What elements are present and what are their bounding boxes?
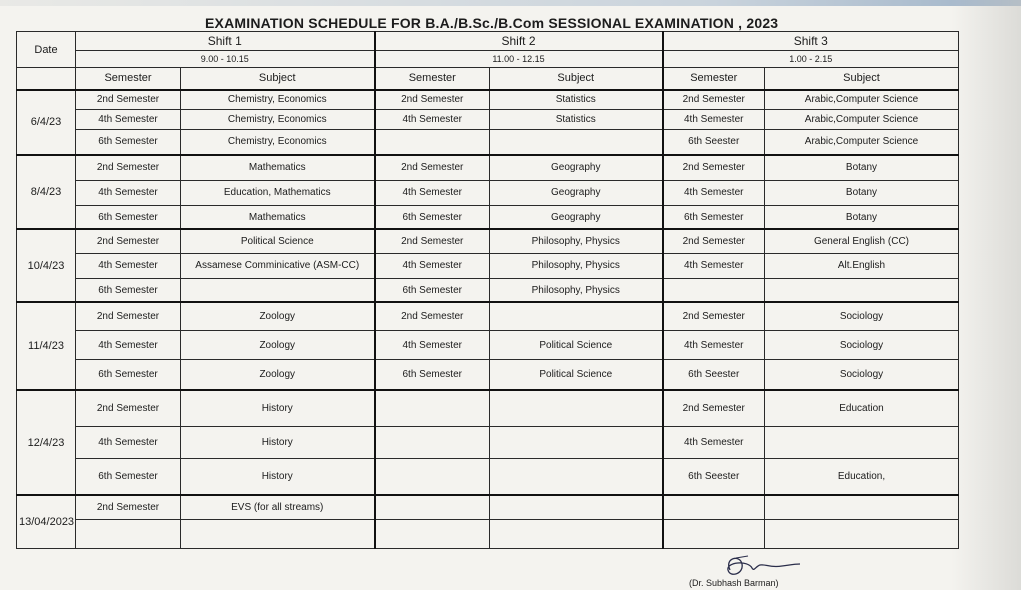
table-row xyxy=(17,426,959,458)
table-row xyxy=(17,278,959,302)
shift-3-semester-cell xyxy=(663,519,765,548)
shift-3-subject-cell: Education xyxy=(765,390,959,427)
table-row xyxy=(17,360,959,390)
shift-1-subject-cell: Mathematics xyxy=(181,155,375,180)
shift-2-semester-cell xyxy=(375,459,490,496)
shift-3-subject-cell: General English (CC) xyxy=(765,229,959,253)
shift-2-subject-cell: Philosophy, Physics xyxy=(490,253,663,278)
shift-1-time: 9.00 - 10.15 xyxy=(76,51,375,68)
shift-2-semester-cell: 6th Semester xyxy=(375,278,490,302)
exam-date: 10/4/23 xyxy=(17,229,76,302)
shift-name-row xyxy=(17,32,959,51)
shift-1-semester-cell: 2nd Semester xyxy=(76,302,181,330)
shift-2-subject-cell xyxy=(490,302,663,330)
table-row xyxy=(17,253,959,278)
shift-3-semester-cell: 2nd Semester xyxy=(663,302,765,330)
shift-2-semester-cell: 6th Semester xyxy=(375,360,490,390)
shift-2-semester-cell xyxy=(375,390,490,427)
shift-3-subject-cell: Sociology xyxy=(765,302,959,330)
shift-2-semester-cell xyxy=(375,495,490,519)
shift-2-semester-cell: 2nd Semester xyxy=(375,90,490,110)
shift-1-subject-cell: Chemistry, Economics xyxy=(181,90,375,110)
schedule-table xyxy=(16,31,959,549)
shift-1-semester-cell: 6th Semester xyxy=(76,205,181,229)
shift-2-semester-cell: 4th Semester xyxy=(375,330,490,359)
table-row xyxy=(17,155,959,180)
table-row xyxy=(17,390,959,427)
date-blank-header xyxy=(17,68,76,90)
shift-3-time: 1.00 - 2.15 xyxy=(663,51,959,68)
signature-name: (Dr. Subhash Barman) xyxy=(689,578,779,588)
table-row xyxy=(17,229,959,253)
shift-3-subject-cell: Arabic,Computer Science xyxy=(765,90,959,110)
shift-1-semester-cell: 2nd Semester xyxy=(76,90,181,110)
shift-1-semester-cell: 4th Semester xyxy=(76,426,181,458)
table-row xyxy=(17,519,959,548)
shift-3-semester-cell: 2nd Semester xyxy=(663,155,765,180)
shift-1-subject-cell: Zoology xyxy=(181,330,375,359)
shift-1-semester-cell: 4th Semester xyxy=(76,330,181,359)
shift-3-semester-cell: 4th Semester xyxy=(663,109,765,129)
exam-date: 8/4/23 xyxy=(17,155,76,229)
shift-1-subject-cell: History xyxy=(181,426,375,458)
shift-2-semester-cell: 2nd Semester xyxy=(375,155,490,180)
shift-3-subject-cell: Botany xyxy=(765,205,959,229)
shift-3-semester-cell: 6th Semester xyxy=(663,205,765,229)
table-row xyxy=(17,129,959,155)
shift-3-header: Shift 3 xyxy=(663,32,959,51)
shift-3-semester-cell: 2nd Semester xyxy=(663,390,765,427)
shift-2-subject-cell xyxy=(490,390,663,427)
shift-2-semester-cell xyxy=(375,519,490,548)
shift-1-semester-cell: 4th Semester xyxy=(76,180,181,205)
shift-1-subject-header: Subject xyxy=(181,68,375,90)
shift-1-header: Shift 1 xyxy=(76,32,375,51)
shift-2-subject-cell xyxy=(490,519,663,548)
shift-3-semester-cell: 2nd Semester xyxy=(663,90,765,110)
shift-1-subject-cell: Chemistry, Economics xyxy=(181,129,375,155)
shift-3-semester-cell xyxy=(663,495,765,519)
shift-3-subject-header: Subject xyxy=(765,68,959,90)
table-row xyxy=(17,205,959,229)
shift-1-semester-cell: 2nd Semester xyxy=(76,155,181,180)
shift-1-subject-cell xyxy=(181,278,375,302)
shift-1-subject-cell: History xyxy=(181,459,375,496)
shift-3-semester-cell: 2nd Semester xyxy=(663,229,765,253)
shift-2-semester-cell: 4th Semester xyxy=(375,253,490,278)
shift-1-subject-cell: Chemistry, Economics xyxy=(181,109,375,129)
shift-3-subject-cell xyxy=(765,426,959,458)
shift-3-subject-cell xyxy=(765,495,959,519)
shift-1-semester-cell: 2nd Semester xyxy=(76,390,181,427)
shift-3-subject-cell: Botany xyxy=(765,155,959,180)
shift-1-semester-cell: 6th Semester xyxy=(76,459,181,496)
table-row xyxy=(17,459,959,496)
shift-1-semester-cell: 6th Semester xyxy=(76,278,181,302)
shift-2-semester-cell: 4th Semester xyxy=(375,109,490,129)
exam-date: 11/4/23 xyxy=(17,302,76,390)
shift-3-semester-cell: 4th Semester xyxy=(663,330,765,359)
shift-3-subject-cell xyxy=(765,278,959,302)
shift-2-subject-cell: Political Science xyxy=(490,330,663,359)
page-shadow xyxy=(951,0,1021,590)
shift-3-semester-cell: 6th Seester xyxy=(663,459,765,496)
shift-1-subject-cell: Mathematics xyxy=(181,205,375,229)
shift-1-semester-cell: 2nd Semester xyxy=(76,495,181,519)
shift-1-subject-cell: EVS (for all streams) xyxy=(181,495,375,519)
table-row xyxy=(17,495,959,519)
shift-2-subject-cell xyxy=(490,495,663,519)
shift-3-semester-header: Semester xyxy=(663,68,765,90)
shift-3-subject-cell: Sociology xyxy=(765,360,959,390)
shift-2-subject-cell: Philosophy, Physics xyxy=(490,229,663,253)
exam-date: 6/4/23 xyxy=(17,90,76,156)
shift-3-semester-cell: 4th Semester xyxy=(663,426,765,458)
shift-2-semester-cell xyxy=(375,426,490,458)
shift-1-semester-cell xyxy=(76,519,181,548)
shift-2-semester-cell: 2nd Semester xyxy=(375,302,490,330)
shift-3-subject-cell: Education, xyxy=(765,459,959,496)
shift-2-time: 11.00 - 12.15 xyxy=(375,51,663,68)
shift-2-subject-cell: Geography xyxy=(490,205,663,229)
shift-2-subject-cell: Geography xyxy=(490,155,663,180)
shift-2-subject-cell xyxy=(490,459,663,496)
shift-3-subject-cell: Alt.English xyxy=(765,253,959,278)
shift-2-subject-cell xyxy=(490,426,663,458)
shift-1-subject-cell: Education, Mathematics xyxy=(181,180,375,205)
shift-3-subject-cell: Arabic,Computer Science xyxy=(765,109,959,129)
shift-2-semester-cell: 4th Semester xyxy=(375,180,490,205)
shift-2-subject-cell: Statistics xyxy=(490,109,663,129)
schedule-body xyxy=(17,90,959,549)
shift-3-subject-cell: Botany xyxy=(765,180,959,205)
shift-2-subject-header: Subject xyxy=(490,68,663,90)
exam-date: 12/4/23 xyxy=(17,390,76,495)
table-row xyxy=(17,302,959,330)
shift-1-subject-cell: Zoology xyxy=(181,302,375,330)
shift-3-semester-cell: 4th Semester xyxy=(663,180,765,205)
shift-1-subject-cell: Political Science xyxy=(181,229,375,253)
shift-1-semester-cell: 2nd Semester xyxy=(76,229,181,253)
shift-2-semester-header: Semester xyxy=(375,68,490,90)
shift-1-semester-cell: 4th Semester xyxy=(76,109,181,129)
shift-2-subject-cell xyxy=(490,129,663,155)
shift-1-subject-cell: History xyxy=(181,390,375,427)
shift-1-semester-header: Semester xyxy=(76,68,181,90)
table-row xyxy=(17,330,959,359)
shift-1-semester-cell: 6th Semester xyxy=(76,129,181,155)
shift-3-semester-cell xyxy=(663,278,765,302)
shift-1-semester-cell: 4th Semester xyxy=(76,253,181,278)
shift-2-subject-cell: Philosophy, Physics xyxy=(490,278,663,302)
shift-2-header: Shift 2 xyxy=(375,32,663,51)
shift-3-semester-cell: 6th Seester xyxy=(663,360,765,390)
column-header-row xyxy=(17,68,959,90)
shift-1-subject-cell: Zoology xyxy=(181,360,375,390)
document-title: EXAMINATION SCHEDULE FOR B.A./B.Sc./B.Com SESSIONAL EXAMINATION , 2023 xyxy=(205,15,779,31)
shift-1-subject-cell: Assamese Comminicative (ASM-CC) xyxy=(181,253,375,278)
shift-time-row xyxy=(17,51,959,68)
date-header: Date xyxy=(17,32,76,68)
shift-3-semester-cell: 4th Semester xyxy=(663,253,765,278)
table-row xyxy=(17,90,959,110)
top-edge xyxy=(0,0,1021,6)
shift-1-semester-cell: 6th Semester xyxy=(76,360,181,390)
shift-2-semester-cell: 6th Semester xyxy=(375,205,490,229)
shift-3-subject-cell xyxy=(765,519,959,548)
shift-2-subject-cell: Geography xyxy=(490,180,663,205)
shift-2-subject-cell: Statistics xyxy=(490,90,663,110)
shift-2-semester-cell xyxy=(375,129,490,155)
shift-2-semester-cell: 2nd Semester xyxy=(375,229,490,253)
shift-1-subject-cell xyxy=(181,519,375,548)
shift-3-semester-cell: 6th Seester xyxy=(663,129,765,155)
shift-3-subject-cell: Sociology xyxy=(765,330,959,359)
table-row xyxy=(17,180,959,205)
shift-2-subject-cell: Political Science xyxy=(490,360,663,390)
shift-3-subject-cell: Arabic,Computer Science xyxy=(765,129,959,155)
exam-date: 13/04/2023 xyxy=(17,495,76,548)
table-row xyxy=(17,109,959,129)
